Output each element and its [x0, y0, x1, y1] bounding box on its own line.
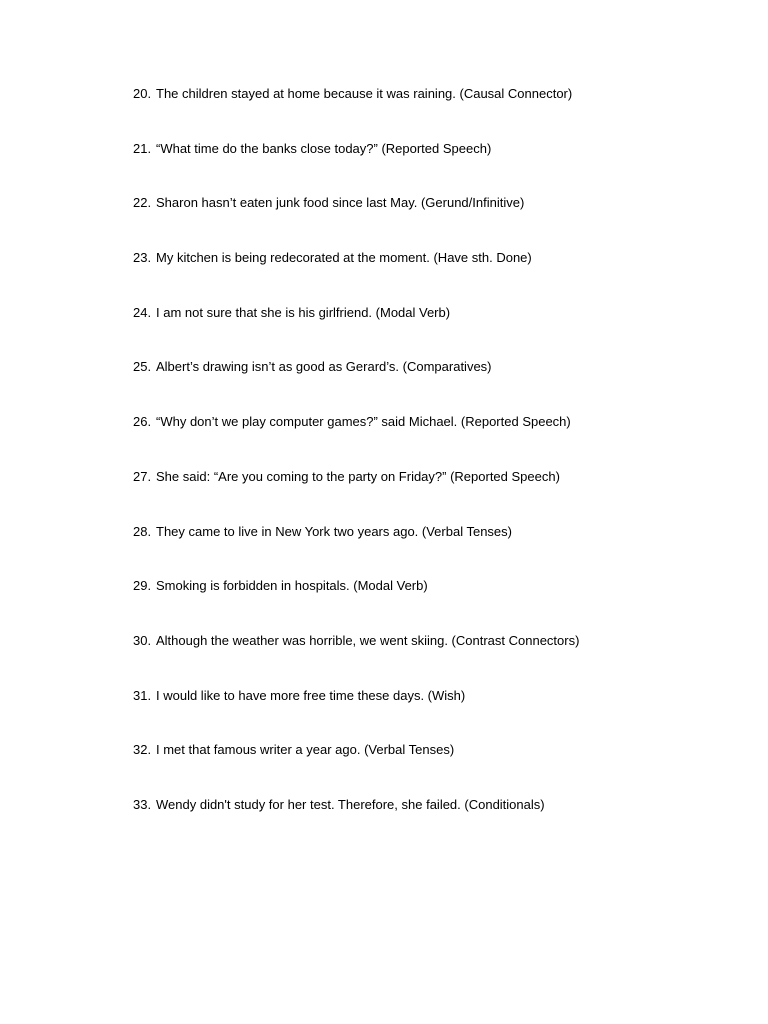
list-item: [133, 741, 733, 796]
item-number: 29.: [133, 578, 152, 594]
item-text: Albert’s drawing isn’t as good as Gerard’s. (Comparatives): [156, 359, 492, 375]
list-item: [133, 194, 733, 249]
item-number: 25.: [133, 359, 152, 375]
item-number: 33.: [133, 796, 152, 812]
list-item: [133, 632, 733, 687]
list-item: [133, 85, 733, 140]
list-item: [133, 413, 733, 468]
item-text: Wendy didn't study for her test. Therefore, she failed. (Conditionals): [156, 796, 545, 812]
item-text: My kitchen is being redecorated at the moment. (Have sth. Done): [156, 250, 532, 266]
list-item: [133, 249, 733, 304]
item-number: 20.: [133, 86, 152, 101]
item-number: 21.: [133, 140, 152, 156]
item-text: I am not sure that she is his girlfriend. (Modal Verb): [156, 304, 451, 320]
item-number: 23.: [133, 250, 152, 266]
item-number: 24.: [133, 304, 152, 320]
item-text: “Why don’t we play computer games?” said Michael. (Reported Speech): [156, 414, 571, 430]
item-number: 27.: [133, 468, 152, 484]
item-text: Although the weather was horrible, we went skiing. (Contrast Connectors): [156, 632, 580, 648]
exercise-list: [133, 85, 733, 851]
list-item: [133, 523, 733, 578]
list-item: [133, 140, 733, 195]
list-item: [133, 358, 733, 413]
list-item: [133, 796, 733, 851]
item-text: Sharon hasn’t eaten junk food since last May. (Gerund/Infinitive): [156, 195, 525, 211]
item-number: 32.: [133, 742, 152, 758]
item-text: They came to live in New York two years ago. (Verbal Tenses): [156, 523, 512, 539]
item-text: I met that famous writer a year ago. (Verbal Tenses): [156, 742, 455, 758]
item-text: I would like to have more free time these days. (Wish): [156, 687, 466, 703]
list-item: [133, 468, 733, 523]
list-item: [133, 687, 733, 742]
item-number: 26.: [133, 414, 152, 430]
list-item: [133, 577, 733, 632]
item-number: 30.: [133, 632, 152, 648]
item-text: Smoking is forbidden in hospitals. (Modal Verb): [156, 578, 428, 594]
item-text: “What time do the banks close today?” (Reported Speech): [156, 140, 492, 156]
item-number: 22.: [133, 195, 152, 211]
item-text: She said: “Are you coming to the party on Friday?” (Reported Speech): [156, 468, 560, 484]
list-item: [133, 304, 733, 359]
item-text: The children stayed at home because it was raining. (Causal Connector): [156, 86, 573, 101]
item-number: 31.: [133, 687, 152, 703]
item-number: 28.: [133, 523, 152, 539]
